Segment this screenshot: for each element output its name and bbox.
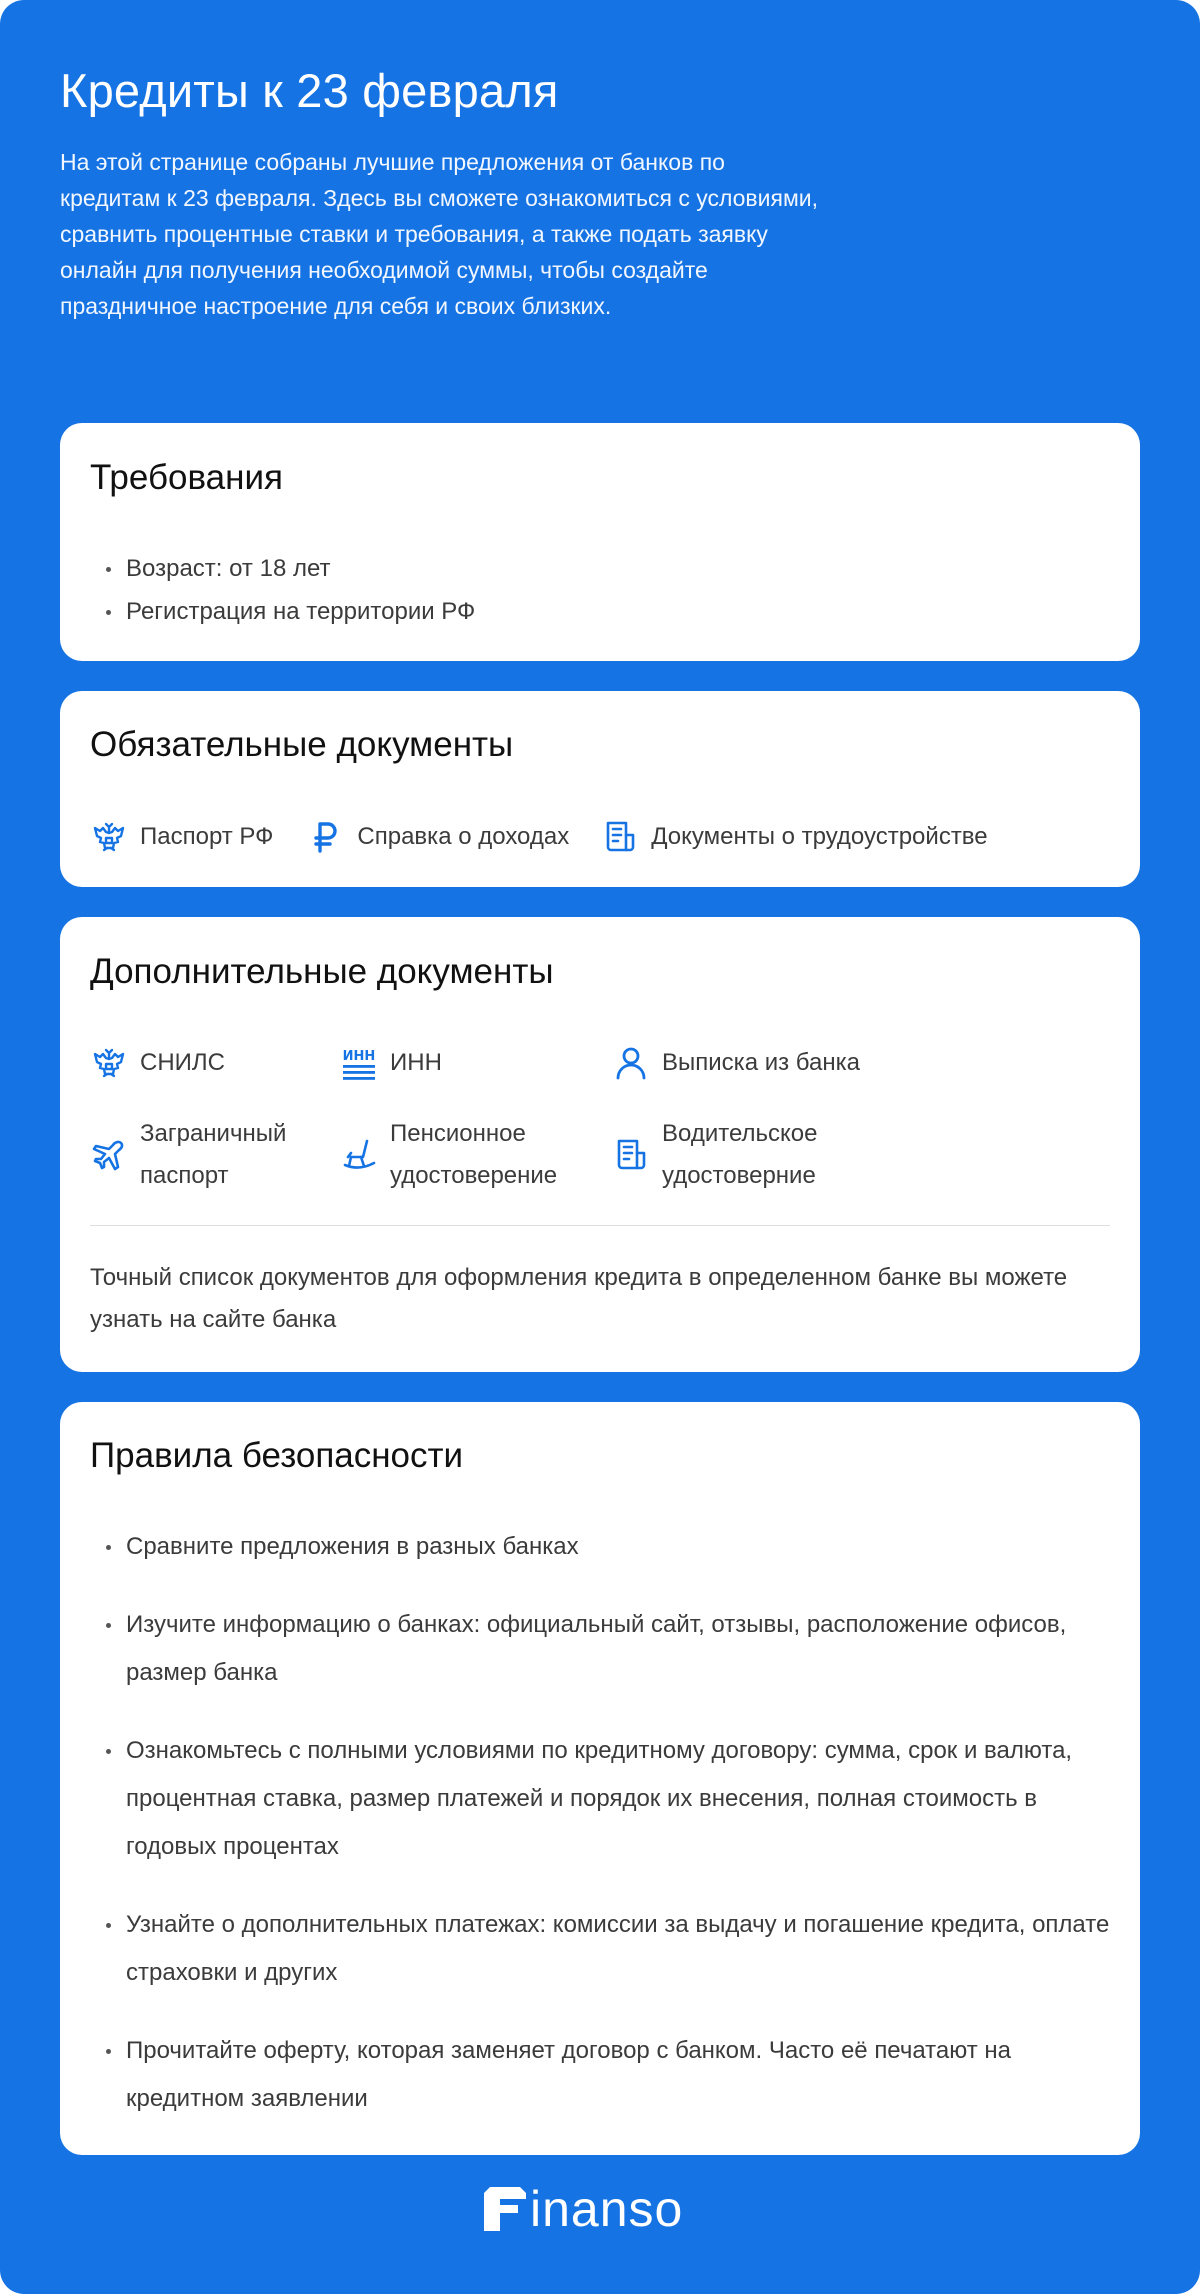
doc-driver-license (612, 1113, 817, 1197)
emblem-icon (90, 1044, 128, 1082)
hero-section (60, 62, 820, 324)
safety-list (90, 1523, 1120, 2153)
requirements-list (90, 547, 475, 633)
requirements-card (60, 423, 1140, 661)
finanso-logo (480, 2181, 684, 2237)
logo-wordmark: inanso (530, 2181, 684, 2237)
doc-label-line: Пенсионное (390, 1120, 526, 1147)
doc-label-line: паспорт (140, 1162, 229, 1189)
required-docs-title: Обязательные документы (90, 725, 514, 764)
page-description: На этой странице собраны лучшие предложения от банков по кредитам к 23 февраля. Здесь вы сможете ознакомиться с условиями, сравнить процентные ставки и требования, а также подать заявку онлайн для получения необходимой суммы, чтобы создайте праздничное настроение для себя и своих близких. (60, 149, 818, 319)
doc-label (662, 1113, 817, 1197)
doc-bank-statement (612, 1042, 860, 1084)
doc-foreign-passport (90, 1113, 286, 1197)
doc-label (390, 1113, 557, 1197)
safety-title: Правила безопасности (90, 1436, 464, 1475)
extra-docs-card (60, 917, 1140, 1372)
page-title: Кредиты к 23 февраля (60, 64, 559, 117)
required-docs-row (90, 818, 988, 856)
doc-label (140, 1113, 286, 1197)
list-item: Сравните предложения в разных банках (90, 1523, 1120, 1571)
doc-label-line: удостоверние (662, 1162, 816, 1189)
list-item: Узнайте о дополнительных платежах: комиссии за выдачу и погашение кредита, оплате страховки и других (90, 1901, 1120, 1997)
required-docs-card (60, 691, 1140, 887)
doc-label-line: Водительское (662, 1120, 818, 1147)
list-item: Регистрация на территории РФ (90, 590, 475, 633)
doc-inn (340, 1042, 442, 1084)
inn-icon (340, 1044, 378, 1082)
doc-label: Справка о доходах (357, 823, 570, 850)
doc-snils (90, 1042, 225, 1084)
doc-label-line: Заграничный (140, 1120, 287, 1147)
divider (90, 1225, 1110, 1226)
doc-passport (90, 818, 273, 856)
document-icon (612, 1136, 650, 1174)
logo-f-mark (480, 2185, 528, 2233)
safety-card (60, 1402, 1140, 2155)
doc-label: Выписка из банка (662, 1049, 860, 1076)
document-icon (601, 818, 639, 856)
svg-text:ИНН: ИНН (342, 1049, 376, 1064)
doc-label: СНИЛС (140, 1049, 225, 1076)
requirements-title: Требования (90, 458, 283, 497)
doc-label: Документы о трудоустройстве (651, 823, 988, 850)
doc-label: ИНН (390, 1049, 442, 1076)
list-item: Изучите информацию о банках: официальный сайт, отзывы, расположение офисов, размер банка (90, 1601, 1120, 1697)
rocking-chair-icon (340, 1136, 378, 1174)
doc-label-line: удостоверение (390, 1162, 558, 1189)
ruble-icon (307, 818, 345, 856)
list-item: Ознакомьтесь с полными условиями по кредитному договору: сумма, срок и валюта, процентная ставка, размер платежей и порядок их внесения, полная стоимость в годовых процентах (90, 1727, 1120, 1871)
doc-label: Паспорт РФ (140, 823, 274, 850)
doc-pension (340, 1113, 557, 1197)
extra-docs-title: Дополнительные документы (90, 952, 554, 991)
airplane-icon (90, 1136, 128, 1174)
list-item: Прочитайте оферту, которая заменяет договор с банком. Часто её печатают на кредитном заявлении (90, 2027, 1120, 2123)
emblem-icon (90, 818, 128, 856)
user-icon (612, 1044, 650, 1082)
list-item: Возраст: от 18 лет (90, 547, 475, 590)
doc-employment (601, 818, 987, 856)
doc-income (307, 818, 569, 856)
extra-docs-note: Точный список документов для оформления кредита в определенном банке вы можете узнать на сайте банка (90, 1264, 1068, 1333)
